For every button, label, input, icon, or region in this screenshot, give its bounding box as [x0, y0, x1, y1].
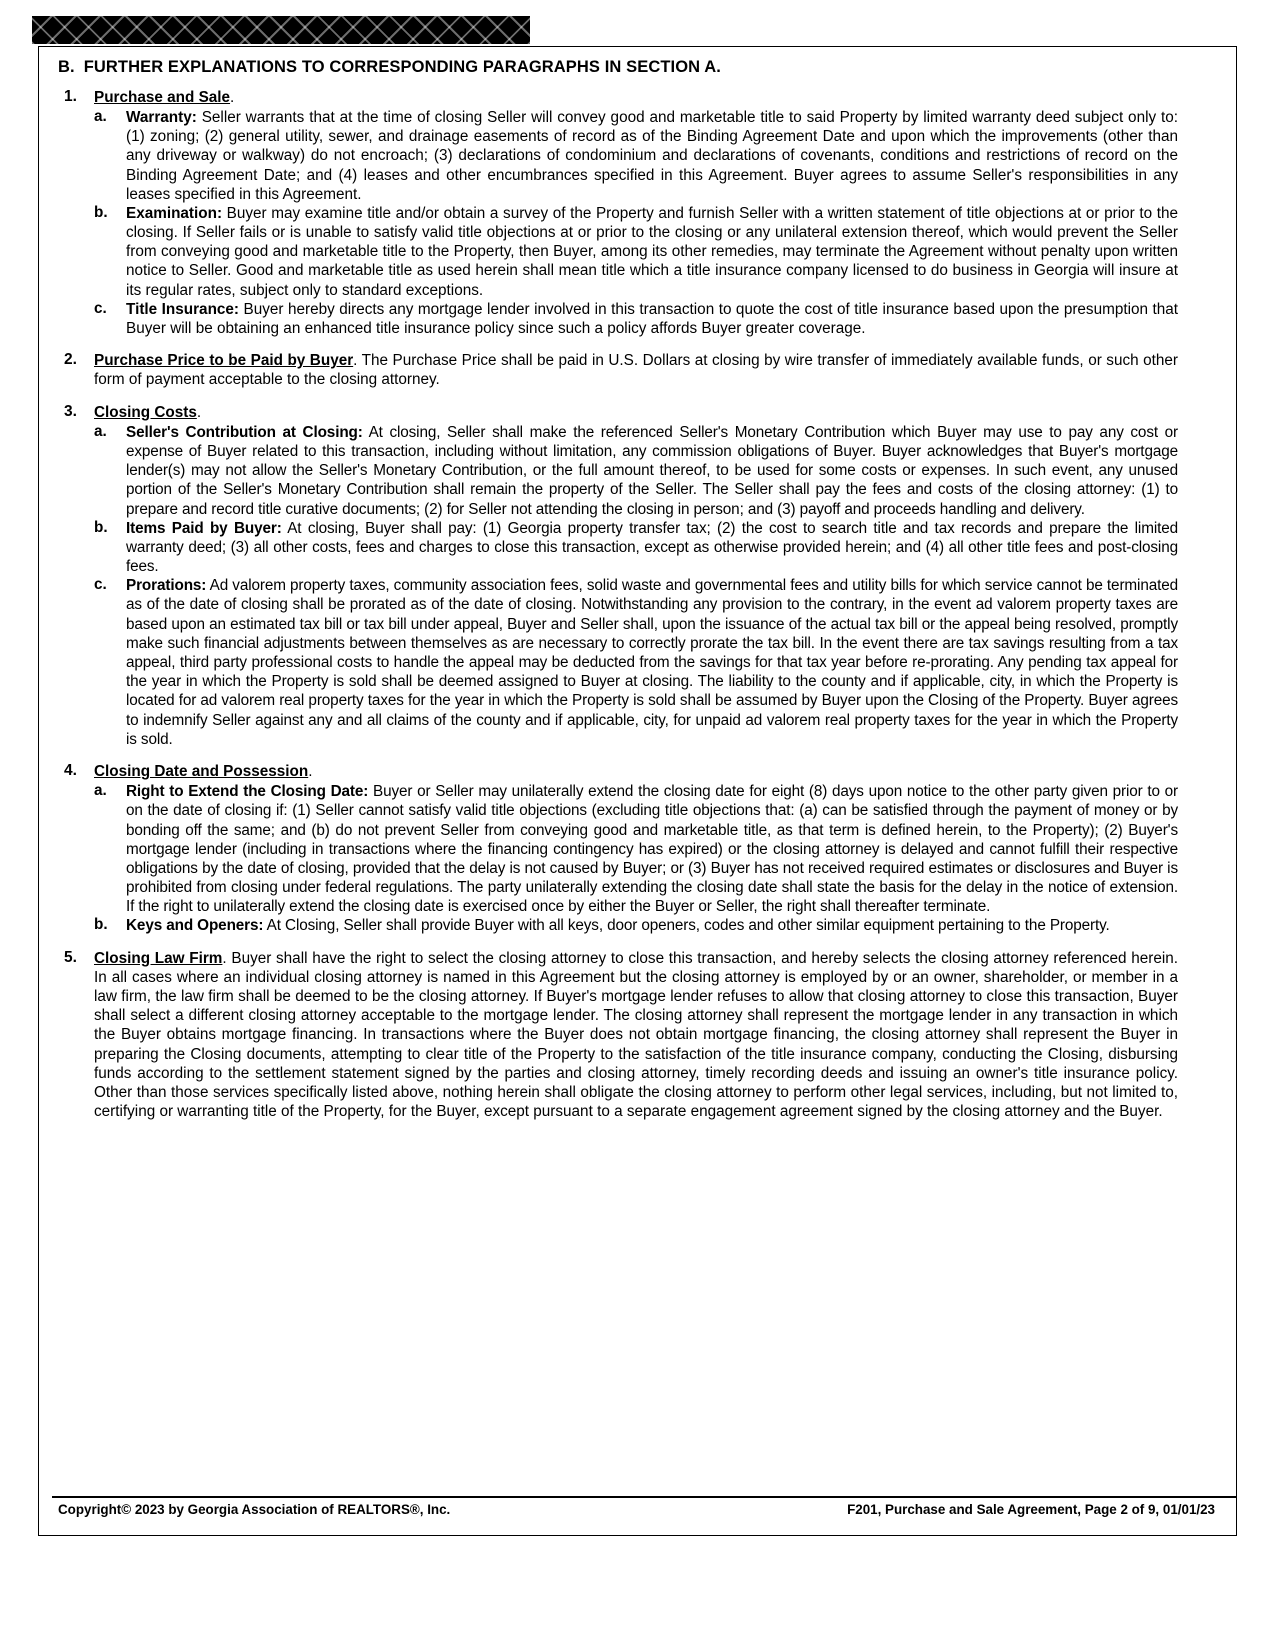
clause-1 — [58, 88, 1178, 338]
clause-4a-title: Right to Extend the Closing Date: — [126, 783, 369, 801]
clause-3-title: Closing Costs — [94, 403, 197, 421]
clause-3a-body — [126, 423, 1178, 519]
footer-divider — [52, 1496, 1237, 1498]
clause-2-body — [94, 351, 1178, 389]
clause-4a-body — [126, 782, 1178, 916]
clause-5-title: Closing Law Firm — [94, 949, 223, 967]
clause-4b-body — [126, 916, 1178, 935]
clause-2-number: 2. — [64, 351, 77, 369]
clause-1-title: Purchase and Sale — [94, 88, 231, 106]
clause-3b-text: At closing, Buyer shall pay: (1) Georgia property transfer tax; (2) the cost to search title and tax records and prepare the limited warranty deed; (3) all other costs, fees and charges to close this transaction, except as otherwise provided herein; and (4) all other title fees and post-closing fees. — [126, 519, 1179, 576]
clause-1b-title: Examination: — [126, 204, 223, 222]
clause-2-title: Purchase Price to be Paid by Buyer — [94, 352, 354, 370]
clause-3c-marker: c. — [94, 576, 107, 594]
clause-4b-title: Keys and Openers: — [126, 917, 264, 935]
clause-4a-marker: a. — [94, 782, 107, 800]
clause-5-number: 5. — [64, 948, 77, 966]
clause-4b-marker: b. — [94, 916, 108, 934]
section-title: FURTHER EXPLANATIONS TO CORRESPONDING PARAGRAPHS IN SECTION A. — [83, 58, 721, 76]
clause-1a-title: Warranty: — [126, 108, 197, 126]
clause-1c-body — [126, 300, 1178, 338]
clause-3a-title: Seller's Contribution at Closing: — [126, 423, 363, 441]
clause-1a-marker: a. — [94, 107, 107, 125]
clause-1b-text: Buyer may examine title and/or obtain a survey of the Property and furnish Seller with a written statement of title objections at or prior to the closing. If Seller fails or is unable to satisfy valid title objections at or prior to the closing or any unilateral extension thereof, which would prevent the Seller from conveying good and marketable title to the Property, then Buyer, among its other remedies, may terminate the Agreement without penalty upon written notice to Seller. Good and marketable title as used herein shall mean title which a title insurance company licensed to do business in Georgia will insure at its regular rates, subject only to standard exceptions. — [126, 204, 1178, 299]
clause-1-number: 1. — [64, 87, 77, 105]
clause-3b — [94, 519, 1178, 577]
clause-4-number: 4. — [64, 761, 77, 779]
clause-1c — [94, 300, 1178, 338]
clause-1c-title: Title Insurance: — [126, 300, 240, 318]
clause-5-title-suffix: . — [222, 949, 227, 967]
clause-1-title-suffix: . — [230, 88, 235, 106]
clause-3c-text: Ad valorem property taxes, community association fees, solid waste and governmental fees and utility bills for which service cannot be terminated as of the date of closing shall be prorated as of the date of closing. Notwithstanding any provision to the contrary, in the event ad valorem property taxes are based upon an estimated tax bill or tax bill under appeal, Buyer and Seller shall, upon the issuance of the actual tax bill or the appeal being resolved, promptly make such financial adjustments between themselves as are necessary to correctly prorate the tax bill. In the event there are tax savings resulting from a tax appeal, third party professional costs to handle the appeal may be deducted from the savings for that tax year before re-prorating. Any pending tax appeal for the year in which the Property is sold shall be deemed assigned to Buyer at closing. The liability to the county and if applicable, city, in which the Property is located for ad valorem real property taxes for the year in which the Property is sold shall be assumed by Buyer upon the Closing of the Property. Buyer agrees to indemnify Seller against any and all claims of the county and if applicable, city, for unpaid ad valorem real property taxes for the year in which the Property is sold. — [126, 577, 1178, 748]
clause-5-body — [94, 949, 1178, 1122]
document-body — [58, 58, 1178, 1134]
clause-1a-body — [126, 108, 1178, 204]
clause-1c-marker: c. — [94, 299, 107, 317]
page-footer — [58, 1502, 1233, 1517]
clause-1-subitems — [94, 108, 1178, 338]
clause-3c-title: Prorations: — [126, 577, 207, 595]
clause-4 — [58, 762, 1178, 936]
clause-list — [58, 88, 1178, 1122]
clause-3-number: 3. — [64, 402, 77, 420]
clause-3 — [58, 403, 1178, 749]
clause-4-title-suffix: . — [308, 762, 313, 780]
clause-1b — [94, 204, 1178, 300]
clause-2 — [58, 351, 1178, 389]
clause-3a-marker: a. — [94, 422, 107, 440]
clause-2-title-suffix: . — [353, 352, 358, 370]
clause-3c — [94, 576, 1178, 749]
clause-4a-text: Buyer or Seller may unilaterally extend the closing date for eight (8) days upon notice to the other party given prior to or on the date of closing if: (1) Seller cannot satisfy valid title objections (excluding title objections that: (a) can be satisfied through the payment of money or by bonding off the same; and (b) do not prevent Seller from conveying good and marketable title, as that term is defined herein, to the Property); (2) Buyer's mortgage lender (including in transactions where the financing contingency has expired) or the closing attorney is delayed and cannot fulfill their respective obligations by the date of closing, provided that the delay is not caused by Buyer; or (3) Buyer has not received required estimates or disclosures and Buyer is prohibited from closing under federal regulations. The party unilaterally extending the closing date shall state the basis for the delay in the notice of extension. If the right to unilaterally extend the closing date is exercised once by either the Buyer or Seller, the right shall thereafter terminate. — [126, 783, 1178, 916]
clause-1c-text: Buyer hereby directs any mortgage lender involved in this transaction to quote the cost of title insurance based upon the presumption that Buyer will be obtaining an enhanced title insurance policy since such a policy affords Buyer greater coverage. — [126, 300, 1178, 338]
clause-3-title-suffix: . — [196, 403, 202, 421]
clause-2-text: The Purchase Price shall be paid in U.S. Dollars at closing by wire transfer of immediately available funds, or such other form of payment acceptable to the closing attorney. — [94, 352, 1178, 389]
clause-4b — [94, 916, 1178, 935]
section-letter: B. — [58, 58, 75, 76]
footer-copyright: Copyright© 2023 by Georgia Association of REALTORS®, Inc. — [58, 1502, 451, 1517]
clause-4b-text: At Closing, Seller shall provide Buyer with all keys, door openers, codes and other similar equipment pertaining to the Property. — [263, 917, 1110, 935]
clause-5-text: Buyer shall have the right to select the closing attorney to close this transaction, and hereby selects the closing attorney referenced herein. In all cases where an individual closing attorney is named in this Agreement but the closing attorney is employed by or an owner, shareholder, or member in a law firm, the law firm shall be deemed to be the closing attorney. If Buyer's mortgage lender refuses to allow that closing attorney to close this transaction, Buyer shall select a different closing attorney acceptable to the mortgage lender. The closing attorney shall represent the mortgage lender in any transaction in which the Buyer obtains mortgage financing. In transactions where the Buyer does not obtain mortgage financing, the closing attorney shall represent the Buyer in preparing the Closing documents, attempting to clear title of the Property to the satisfaction of the title insurance company, conducting the Closing, disbursing funds according to the settlement statement signed by the parties and closing attorney, timely recording deeds and issuing an owner's title insurance policy. Other than those services specifically listed above, nothing herein shall obligate the closing attorney to perform other legal services, including, but not limited to, certifying or warranting title of the Property, for the Buyer, except pursuant to a separate engagement agreement signed by the closing attorney and the Buyer. — [94, 949, 1178, 1121]
clause-3b-body — [126, 519, 1178, 577]
clause-1-heading-line — [94, 88, 1178, 107]
clause-3b-marker: b. — [94, 518, 108, 536]
clause-4-subitems — [94, 782, 1178, 936]
clause-3b-title: Items Paid by Buyer: — [126, 519, 282, 537]
clause-1a — [94, 108, 1178, 204]
clause-3-subitems — [94, 423, 1178, 749]
clause-3c-body — [126, 576, 1178, 749]
clause-4-heading-line — [94, 762, 1178, 781]
clause-4-title: Closing Date and Possession — [94, 762, 309, 780]
clause-3-heading-line — [94, 403, 1178, 422]
clause-3a — [94, 423, 1178, 519]
footer-form-info: F201, Purchase and Sale Agreement, Page 2 of 9, 01/01/23 — [847, 1502, 1215, 1517]
clause-1b-body — [126, 204, 1178, 300]
clause-5 — [58, 949, 1178, 1122]
clause-3a-text: At closing, Seller shall make the referenced Seller's Monetary Contribution which Buyer may use to pay any cost or expense of Buyer related to this transaction, including without limitation, any commission obligations of Buyer. Buyer acknowledges that Buyer's mortgage lender(s) may not allow the Seller's Monetary Contribution, or the full amount thereof, to be used for some costs or expenses. In such event, any unused portion of the Seller's Monetary Contribution shall remain the property of the Seller. The Seller shall pay the fees and costs of the closing attorney: (1) to prepare and record title curative documents; (2) for Seller not attending the closing in person; and (3) payoff and proceeds handling and delivery. — [126, 423, 1178, 518]
clause-4a — [94, 782, 1178, 916]
clause-1a-text: Seller warrants that at the time of closing Seller will convey good and marketable title to said Property by limited warranty deed subject only to: (1) zoning; (2) general utility, sewer, and drainage easements of record as of the Binding Agreement Date and upon which the improvements (other than any driveway or walkway) do not encroach; (3) declarations of condominium and declarations of covenants, conditions and restrictions of record on the Binding Agreement Date; and (4) leases and other encumbrances specified in this Agreement. Buyer agrees to assume Seller's responsibilities in any leases specified in this Agreement. — [126, 108, 1178, 203]
document-barcode-icon — [32, 16, 530, 44]
section-heading — [58, 58, 1178, 78]
clause-1b-marker: b. — [94, 203, 108, 221]
